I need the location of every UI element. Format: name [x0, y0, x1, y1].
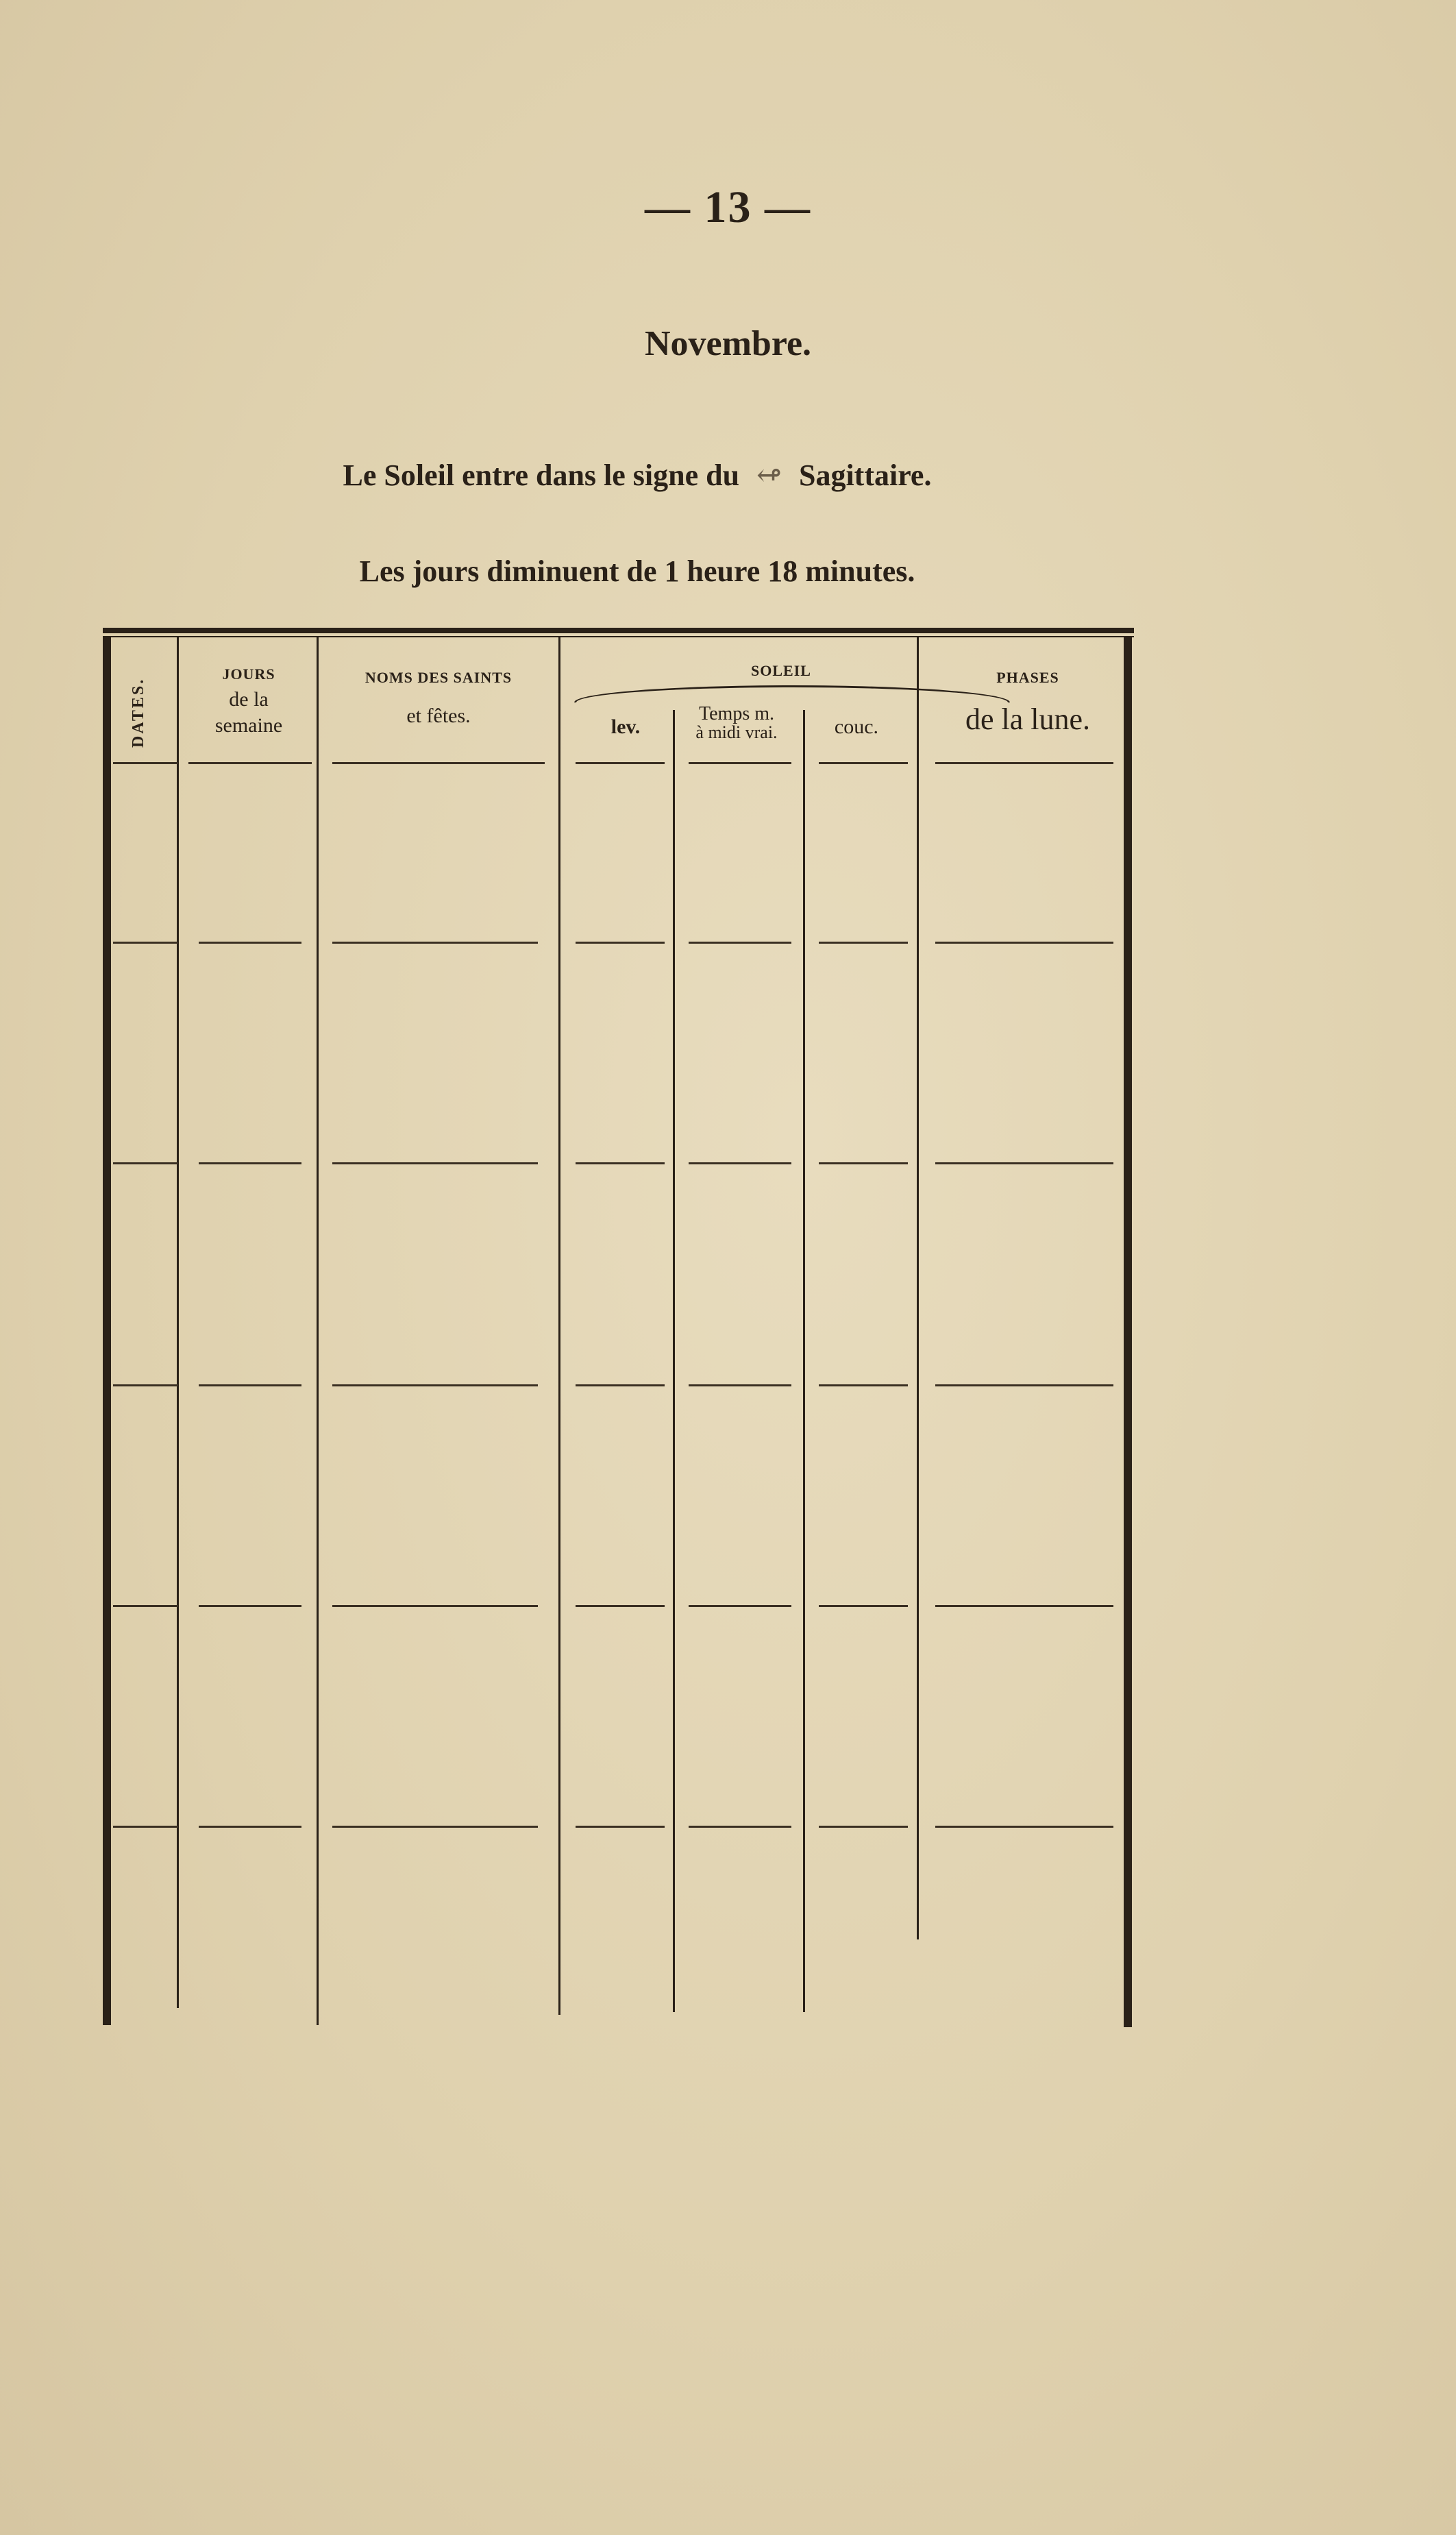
group-rule-0-4: [689, 942, 791, 944]
group-rule-2-3: [576, 1384, 665, 1386]
group-rule-3-2: [332, 1605, 538, 1607]
month-title: Novembre.: [644, 324, 812, 363]
soleil-brace: [574, 685, 1010, 702]
group-rule-0-0: [113, 942, 178, 944]
group-rule-0-5: [819, 942, 908, 944]
table-top-rule-thin: [103, 636, 1134, 637]
page-number: — 13 —: [645, 182, 811, 232]
sagittarius-icon: ↫: [756, 458, 782, 492]
vline-couc: [917, 637, 919, 1939]
table-top-rule: [103, 628, 1134, 633]
group-rule-3-4: [689, 1605, 791, 1607]
header-soleil: SOLEIL: [751, 662, 811, 679]
group-rule-1-2: [332, 1162, 538, 1164]
group-rule-2-6: [935, 1384, 1113, 1386]
calendar-table: [103, 628, 1134, 2027]
group-rule-2-4: [689, 1384, 791, 1386]
group-rule-1-6: [935, 1162, 1113, 1164]
header-phases-line1: PHASES: [996, 669, 1059, 686]
group-rule-3-1: [199, 1605, 301, 1607]
header-rule-3: [576, 762, 665, 764]
group-rule-3-6: [935, 1605, 1113, 1607]
group-rule-4-6: [935, 1826, 1113, 1828]
header-jours-line1: JOURS: [222, 665, 275, 683]
vline-dates: [177, 637, 179, 2008]
header-rule-5: [819, 762, 908, 764]
header-jours-line2: de la: [229, 688, 269, 711]
header-phases-line2: de la lune.: [965, 702, 1091, 736]
group-rule-1-5: [819, 1162, 908, 1164]
group-rule-1-1: [199, 1162, 301, 1164]
group-rule-4-5: [819, 1826, 908, 1828]
header-noms-line2: et fêtes.: [406, 705, 471, 727]
header-dates: DATES.: [129, 677, 147, 748]
vline-noms: [558, 637, 560, 2015]
group-rule-3-3: [576, 1605, 665, 1607]
group-rule-1-0: [113, 1162, 178, 1164]
header-temps-line1: Temps m.: [698, 703, 775, 724]
group-rule-2-1: [199, 1384, 301, 1386]
header-rule-2: [332, 762, 545, 764]
group-rule-1-4: [689, 1162, 791, 1164]
group-rule-1-3: [576, 1162, 665, 1164]
sun-sign-text-before: Le Soleil entre dans le signe du: [343, 458, 740, 492]
header-noms-line1: NOMS DES SAINTS: [365, 669, 513, 686]
sun-sign-line: [0, 458, 1274, 493]
group-rule-0-3: [576, 942, 665, 944]
group-rule-4-1: [199, 1826, 301, 1828]
group-rule-2-5: [819, 1384, 908, 1386]
vline-temps: [803, 710, 805, 2012]
header-rule-1: [188, 762, 312, 764]
header-rule-0: [113, 762, 178, 764]
header-jours-line3: semaine: [214, 714, 283, 737]
header-temps-line2: à midi vrai.: [695, 722, 778, 742]
group-rule-3-5: [819, 1605, 908, 1607]
group-rule-0-6: [935, 942, 1113, 944]
header-rule-4: [689, 762, 791, 764]
group-rule-4-0: [113, 1826, 178, 1828]
group-rule-2-0: [113, 1384, 178, 1386]
group-rule-2-2: [332, 1384, 538, 1386]
header-rule-6: [935, 762, 1113, 764]
group-rule-0-1: [199, 942, 301, 944]
group-rule-4-4: [689, 1826, 791, 1828]
group-rule-3-0: [113, 1605, 178, 1607]
vline-lev: [673, 710, 675, 2012]
vline-jours: [317, 637, 319, 2025]
header-couc: couc.: [834, 715, 879, 738]
group-rule-4-2: [332, 1826, 538, 1828]
days-note: Les jours diminuent de 1 heure 18 minutes.: [359, 554, 915, 588]
header-lev: lev.: [610, 715, 641, 738]
sun-sign-text-after: Sagittaire.: [798, 458, 932, 492]
right-border: [1124, 637, 1132, 2027]
group-rule-0-2: [332, 942, 538, 944]
left-border: [103, 637, 111, 2025]
group-rule-4-3: [576, 1826, 665, 1828]
